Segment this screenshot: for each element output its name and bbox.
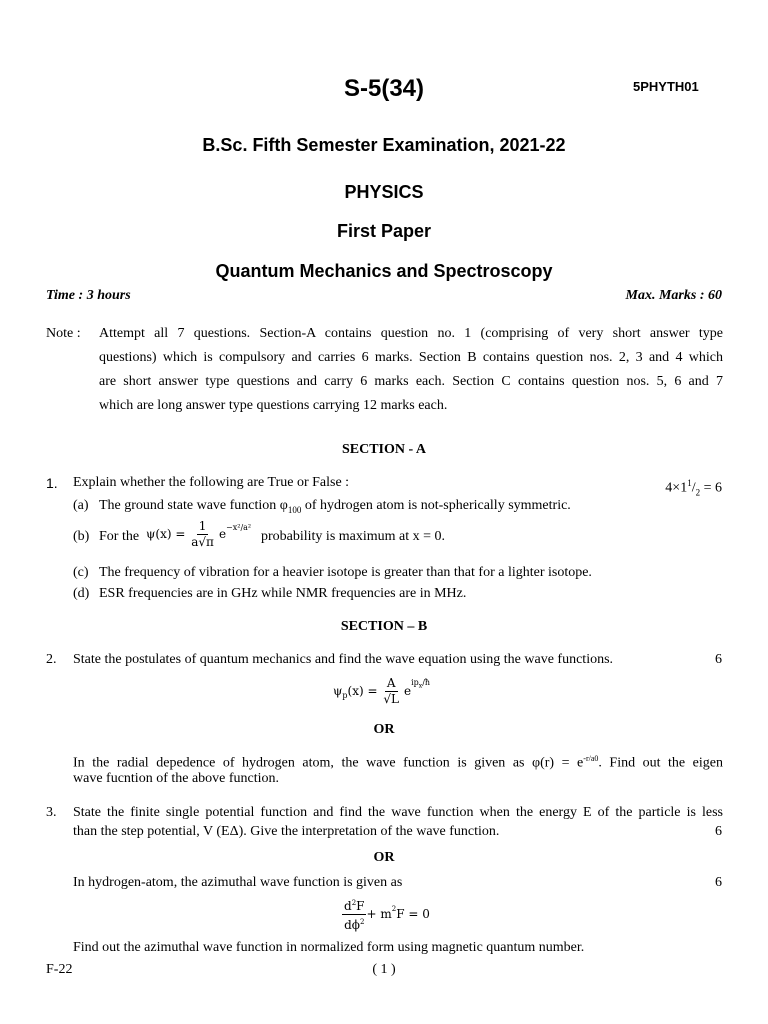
note-line-3: are short answer type questions and carry 6 marks each. Section C contains question nos. 5, 6 and 7 [99,374,723,389]
note-line-4: which are long answer type questions carrying 12 marks each. [99,398,448,413]
paper-code-title: S-5(34) [343,75,425,102]
q3-line-1: State the finite single potential function and find the wave function when the energy E of the particle is less [73,805,723,820]
q3-marks: 6 [715,824,722,839]
paper-title: First Paper [336,221,432,241]
q2-text: State the postulates of quantum mechanics and find the wave equation using the wave functions. [73,652,614,667]
time-allowed: Time : 3 hours [46,288,131,303]
q3-alt-text: In hydrogen-atom, the azimuthal wave function is given as [73,875,403,890]
exam-title: B.Sc. Fifth Semester Examination, 2021-22 [202,135,566,155]
q1c-label: (c) [73,565,89,580]
q1d-label: (d) [73,586,90,601]
q2-number: 2. [46,652,57,667]
q1b-wave-equation: ψ(x) = $\frac{1}{a√\pi}$ e $^{-x^2/a^2}$ [146,519,252,549]
subject-title: PHYSICS [344,182,424,202]
note-line-2: questions) which is compulsory and carries 6 marks. Section B contains question nos. 2, 3 and 4 which [99,350,723,365]
section-a-heading: SECTION - A [341,442,427,457]
q1d-text: ESR frequencies are in GHz while NMR frequencies are in MHz. [99,586,467,601]
course-title: Quantum Mechanics and Spectroscopy [215,261,553,281]
q3-alt-marks: 6 [715,875,722,890]
q1c-text: The frequency of vibration for a heavier isotope is greater than that for a lighter isotope. [99,565,592,580]
q1-marks: $4\times 1^1/_2 = 6$ [665,478,722,498]
subject-code: 5PHYTH01 [633,79,699,94]
q1a-label: (a) [73,498,89,513]
q3-line-2: than the step potential, V (EΔ). Give the interpretation of the wave function. [73,824,500,839]
page-number: ( 1 ) [372,962,396,977]
q2-alt-line-2: wave fucntion of the above function. [73,771,280,786]
q2-or: OR [373,722,395,737]
q2-marks: 6 [715,652,722,667]
q1a-text: The ground state wave function $\varphi_{100}$ of hydrogen atom is not-spherically symmetric. [99,498,571,515]
q1-number: 1. [46,475,58,491]
section-b-heading: SECTION – B [340,619,428,634]
q2-alt-line-1: In the radial depedence of hydrogen atom, the wave function is given as $\varphi(r) = e^{-r/a0}$. Find out the eigen [73,754,723,771]
q1-text: Explain whether the following are True or False : [73,475,350,490]
footer-code: F-22 [46,962,73,977]
q1b-label: (b) [73,529,90,544]
q3-final-line: Find out the azimuthal wave function in normalized form using magnetic quantum number. [73,940,585,955]
q1b-text: probability is maximum at x = 0. [261,529,446,544]
note-line-1: Attempt all 7 questions. Section-A contains question no. 1 (comprising of very short answer type [99,326,723,341]
note-label: Note : [46,326,81,341]
q3-or: OR [373,850,395,865]
q1b-prefix: For the [99,529,140,544]
q3-number: 3. [46,805,57,820]
q3-azimuthal-equation: $\frac{d^2F}{d\phi^2}$ + m $^2$ F = 0 [342,896,430,933]
q2-wave-function-equation: ψ $_p$ (x) = $\frac{A}{√L}$ e $^{ip_x/ħ}$ [333,676,431,706]
max-marks: Max. Marks : 60 [625,288,722,303]
